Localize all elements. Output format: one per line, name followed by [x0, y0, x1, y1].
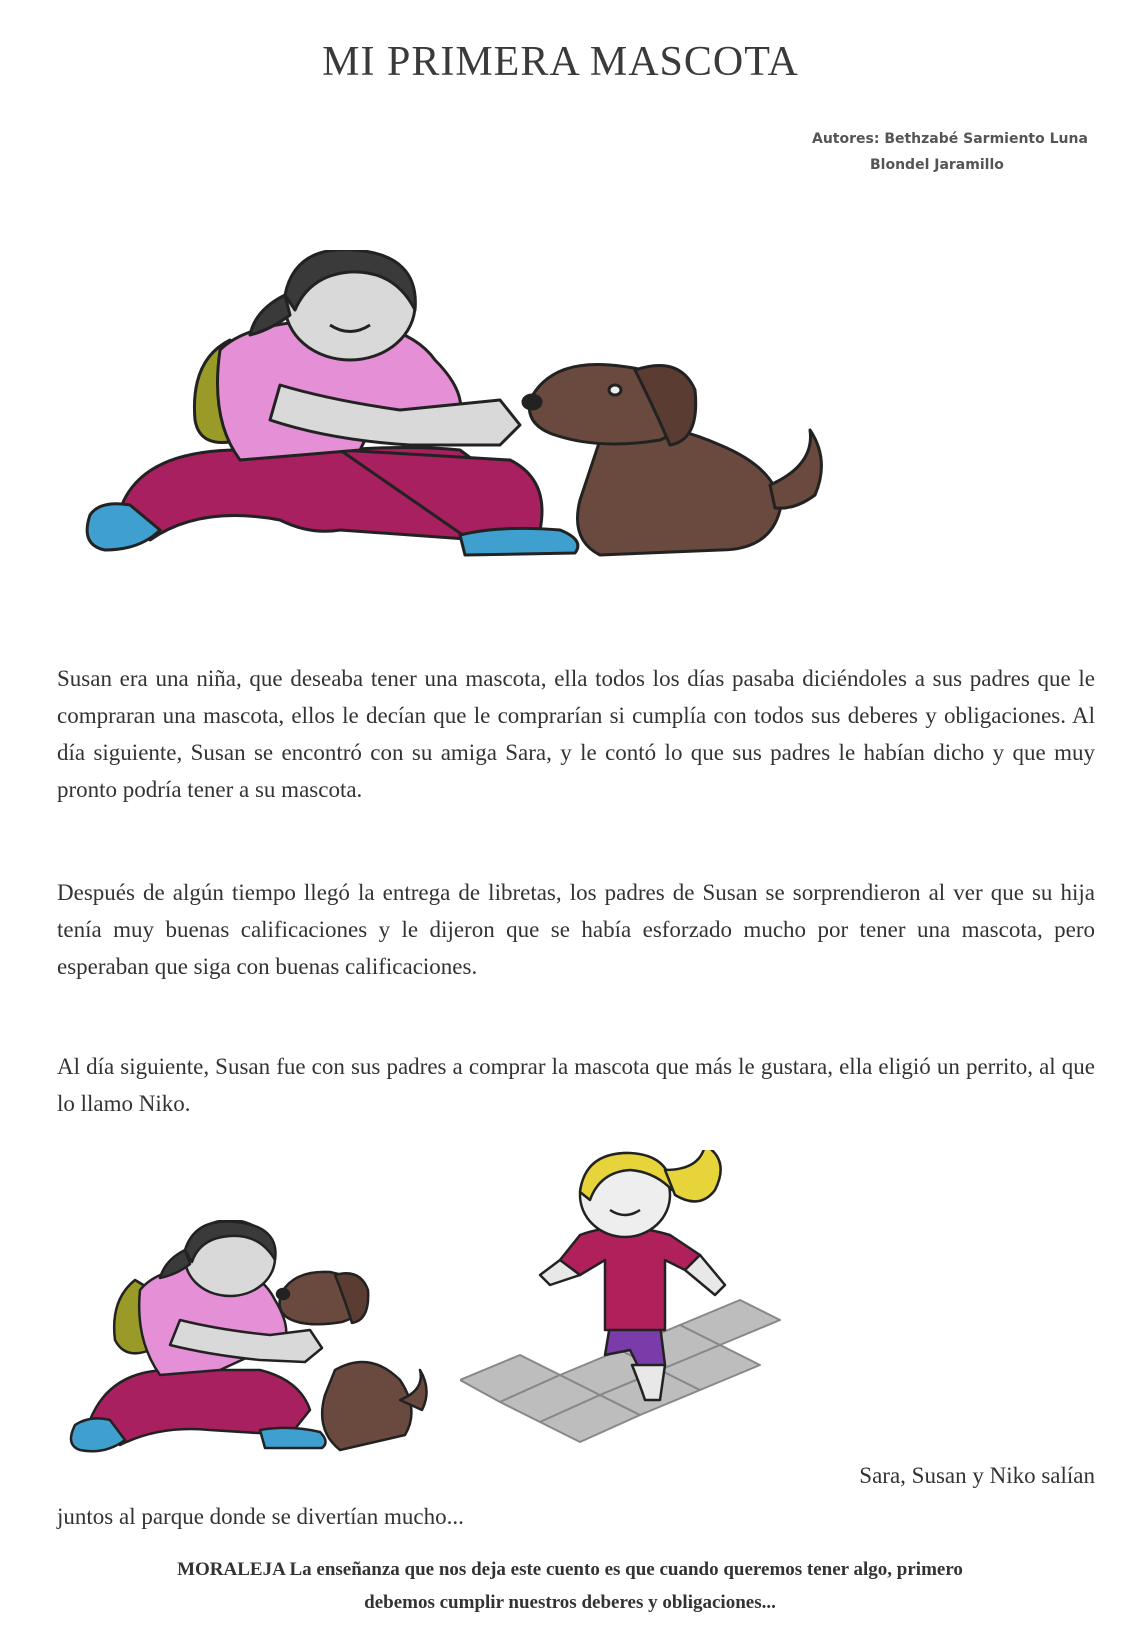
girl-with-dog-small-illustration	[60, 1220, 460, 1490]
closing-caption-left: juntos al parque donde se divertían mucho...	[57, 1504, 464, 1529]
story-paragraph-1: Susan era una niña, que deseaba tener una mascota, ella todos los días pasaba diciéndoles a sus padres que le compraran una mascota, ellos le decían que le comprarían si cumplía con todos sus deberes y obligaciones. Al día siguiente, Susan se encontró con su amiga Sara, y le contó lo que sus padres le habían dicho y que muy pronto podría tener a su mascota.	[57, 666, 1095, 802]
girl-hopscotch-illustration	[460, 1150, 820, 1490]
author-line-2: Blondel Jaramillo	[870, 157, 1004, 173]
moral-line-2: debemos cumplir nuestros deberes y obligaciones...	[364, 1592, 776, 1613]
story-paragraph-2: Después de algún tiempo llegó la entrega de libretas, los padres de Susan se sorprendieron al ver que su hija tenía muy buenas calificaciones y le dijeron que se había esforzado mucho por tener una mascota, pero esperaban que siga con buenas calificaciones.	[57, 880, 1095, 979]
authors-block	[760, 126, 1100, 178]
closing-caption-right: Sara, Susan y Niko salían	[859, 1463, 1095, 1488]
moral-line-1: MORALEJA La enseñanza que nos deja este cuento es que cuando queremos tener algo, primero	[177, 1559, 963, 1580]
page-title: MI PRIMERA MASCOTA	[322, 39, 799, 85]
girl-figure	[87, 250, 578, 555]
dog-figure	[523, 364, 821, 555]
story-paragraph-3: Al día siguiente, Susan fue con sus padres a comprar la mascota que más le gustara, ella eligió un perrito, al que lo llamo Niko.	[57, 1054, 1095, 1116]
author-line-1: Autores: Bethzabé Sarmiento Luna	[812, 131, 1088, 147]
moral-text	[60, 1553, 1080, 1619]
girl-kneeling-with-dog-illustration	[80, 250, 910, 630]
